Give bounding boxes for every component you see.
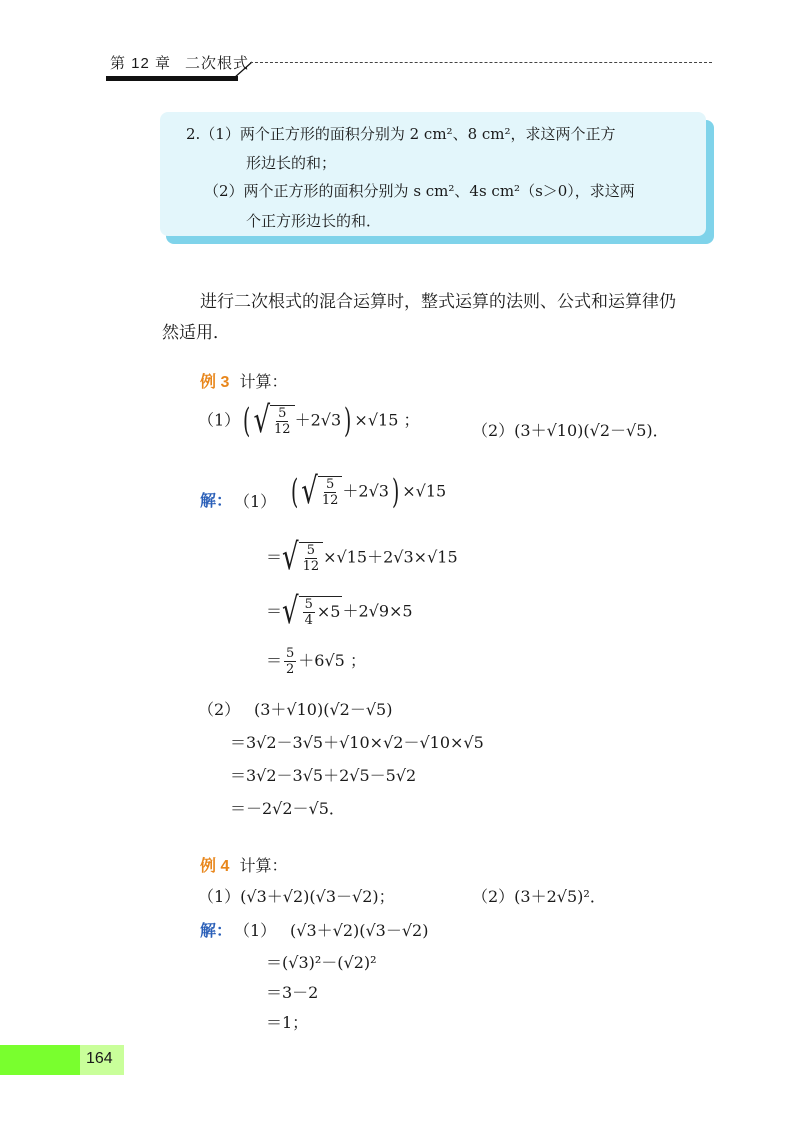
question-tag: （1）	[198, 410, 241, 430]
exercise-line-4: 个正方形边长的和．	[246, 212, 382, 230]
frac-denominator: 2	[286, 662, 295, 677]
example-4-solution-tag-1: （1）	[234, 921, 277, 940]
expr-term: ＋2√3	[342, 481, 389, 501]
frac-denominator: 12	[321, 493, 339, 508]
frac-numerator: 5	[278, 406, 287, 421]
example-4-heading	[200, 853, 288, 876]
example-3-question-2: （2）(3＋√10)(√2－√5)．	[472, 421, 669, 440]
example-3-question-1: （1）( √ $\frac{5}{12}$ ＋2√3) ×√15 ；	[198, 400, 420, 442]
frac-numerator: 5	[286, 646, 295, 661]
example-4-solution-label: 解：	[200, 923, 233, 940]
solution-2-line-4: ＝－2√2－√5．	[230, 799, 345, 818]
equals-sign: ＝	[266, 651, 283, 670]
frac-denominator: 12	[302, 559, 320, 574]
expr-term: ×√15＋2√3×√15	[323, 547, 458, 567]
solution-tag-2: （2）	[198, 700, 241, 719]
solution-1-line-2: ＝√ $\frac{5}{12}$ ×√15＋2√3×√15	[266, 537, 458, 579]
example-4-solution-line-3: ＝3－2	[266, 983, 319, 1002]
example-4-solution-line-1: (√3＋√2)(√3－√2)	[290, 921, 429, 940]
exercise-line-1: 2.（1）两个正方形的面积分别为 2 cm²、8 cm²，求这两个正方	[186, 125, 616, 143]
example-3-heading	[200, 369, 288, 392]
question-term: ＋2√3	[294, 410, 342, 430]
page-number: 164	[86, 1050, 113, 1067]
example-4-question-1: （1）(√3＋√2)(√3－√2)；	[198, 887, 395, 906]
frac-numerator: 5	[306, 543, 315, 558]
example-3-title: 计算：	[239, 372, 288, 391]
example-4-title: 计算：	[239, 856, 288, 875]
chapter-number: 第 12 章	[110, 55, 172, 72]
solution-2-line-1: (3＋√10)(√2－√5)	[254, 700, 393, 719]
example-3-label: 例 3	[200, 374, 230, 391]
example-4-solution-line-4: ＝1；	[266, 1013, 309, 1032]
frac-denominator: 4	[304, 613, 313, 628]
solution-1-line-1: ( √ $\frac{5}{12}$ ＋2√3) ×√15	[290, 471, 447, 513]
header-underline	[106, 76, 238, 81]
question-tail: ×√15 ；	[354, 410, 420, 430]
expr-term: ×5	[316, 602, 341, 621]
expr-term: ＋2√9×5	[342, 601, 413, 621]
solution-1-line-4	[266, 646, 366, 677]
paragraph-line-2: 然适用．	[162, 323, 230, 343]
equals-sign: ＝	[266, 601, 283, 621]
paragraph-line-1: 进行二次根式的混合运算时，整式运算的法则、公式和运算律仍	[200, 292, 676, 312]
example-4-label: 例 4	[200, 858, 230, 875]
solution-tag-1: （1）	[234, 492, 277, 511]
expr-term: ＋6√5 ；	[298, 651, 366, 670]
solution-2-line-3: ＝3√2－3√5＋2√5－5√2	[230, 766, 417, 785]
example-4-solution-line-2: ＝(√3)²－(√2)²	[266, 953, 377, 972]
example-4-question-2: （2）(3＋2√5)²．	[472, 887, 606, 906]
header-dashed-rule	[250, 62, 712, 63]
exercise-line-3: （2）两个正方形的面积分别为 s cm²、4s cm²（s＞0），求这两	[204, 182, 635, 200]
equals-sign: ＝	[266, 547, 283, 567]
frac-numerator: 5	[304, 597, 313, 612]
solution-label: 解：	[200, 493, 233, 510]
frac-numerator: 5	[325, 477, 335, 492]
solution-1-line-3: ＝√ $\frac{5}{4}$ ×5 ＋2√9×5	[266, 591, 413, 633]
exercise-line-2: 形边长的和；	[246, 154, 337, 172]
frac-denominator: 12	[274, 422, 291, 437]
chapter-title: 二次根式	[185, 55, 250, 72]
expr-tail: ×√15	[402, 481, 447, 501]
solution-2-line-2: ＝3√2－3√5＋√10×√2－√10×√5	[230, 733, 484, 752]
